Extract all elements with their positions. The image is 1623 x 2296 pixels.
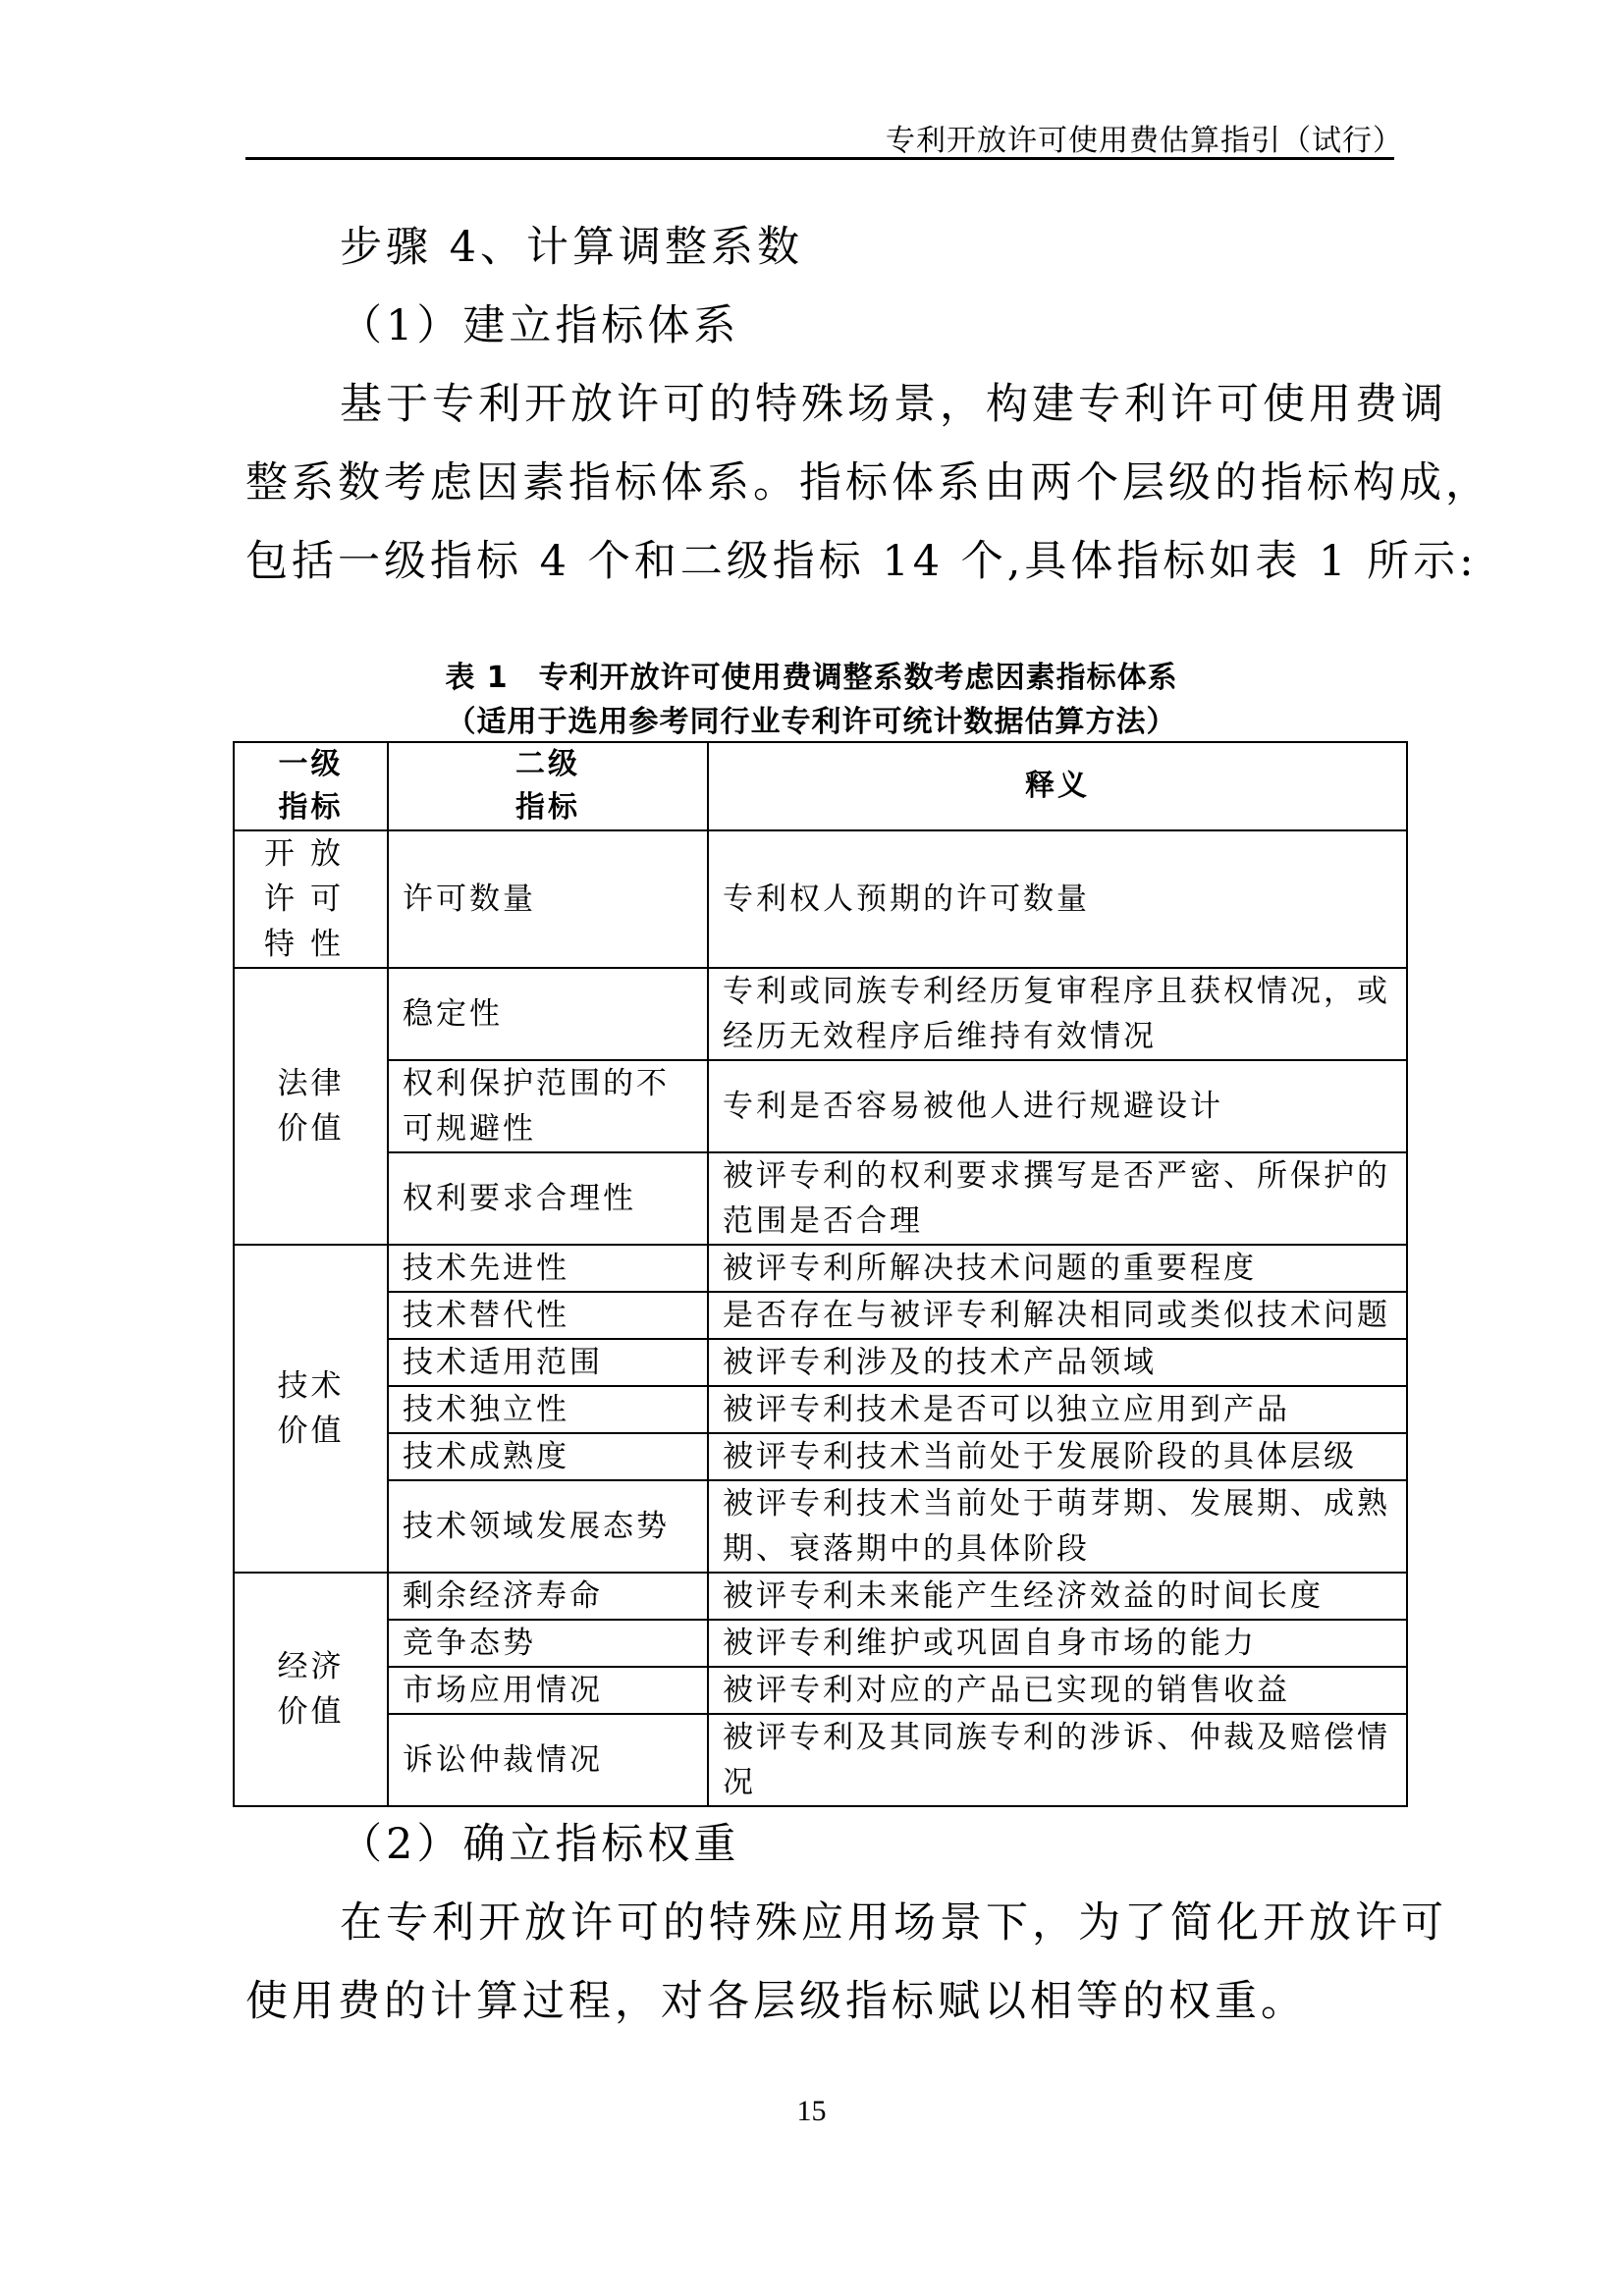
meaning-cell: 被评专利技术是否可以独立应用到产品 xyxy=(708,1386,1407,1433)
meaning-cell: 被评专利技术当前处于发展阶段的具体层级 xyxy=(708,1433,1407,1480)
table-row xyxy=(234,1480,1407,1573)
level2-cell: 权利要求合理性 xyxy=(388,1152,708,1245)
page-number: 15 xyxy=(796,2095,827,2127)
table-row xyxy=(234,968,1407,1060)
para1-line-3: 包括一级指标 4 个和二级指标 14 个,具体指标如表 1 所示: xyxy=(245,537,1478,586)
sub1-heading: （1）建立指标体系 xyxy=(340,301,740,350)
level2-cell: 权利保护范围的不可规避性 xyxy=(388,1060,708,1152)
table-row xyxy=(234,1714,1407,1806)
indicator-table xyxy=(233,741,1408,1807)
table-row xyxy=(234,830,1407,968)
level2-cell: 技术适用范围 xyxy=(388,1339,708,1386)
level2-cell: 技术先进性 xyxy=(388,1245,708,1292)
table-row xyxy=(234,1433,1407,1480)
table-row xyxy=(234,1620,1407,1667)
header-divider xyxy=(245,157,1394,160)
running-header: 专利开放许可使用费估算指引（试行） xyxy=(886,124,1403,158)
meaning-cell: 被评专利维护或巩固自身市场的能力 xyxy=(708,1620,1407,1667)
level1-cell: 开放许可特性 xyxy=(234,830,388,968)
meaning-cell: 被评专利所解决技术问题的重要程度 xyxy=(708,1245,1407,1292)
step4-heading: 步骤 4、计算调整系数 xyxy=(340,223,804,272)
meaning-cell: 被评专利未来能产生经济效益的时间长度 xyxy=(708,1573,1407,1620)
level2-cell: 稳定性 xyxy=(388,968,708,1060)
level1-cell: 法律价值 xyxy=(234,968,388,1245)
level2-cell: 竞争态势 xyxy=(388,1620,708,1667)
header-level1: 一级 指标 xyxy=(234,742,388,830)
level2-cell: 技术替代性 xyxy=(388,1292,708,1339)
table-row xyxy=(234,1386,1407,1433)
table-subcaption: （适用于选用参考同行业专利许可统计数据估算方法） xyxy=(446,705,1177,739)
level2-cell: 技术领域发展态势 xyxy=(388,1480,708,1573)
header-level2: 二级 指标 xyxy=(388,742,708,830)
table-row xyxy=(234,1060,1407,1152)
level2-cell: 许可数量 xyxy=(388,830,708,968)
meaning-cell: 被评专利及其同族专利的涉诉、仲裁及赔偿情况 xyxy=(708,1714,1407,1806)
meaning-cell: 专利是否容易被他人进行规避设计 xyxy=(708,1060,1407,1152)
para1-line-1: 基于专利开放许可的特殊场景，构建专利许可使用费调 xyxy=(340,380,1447,429)
level1-cell: 经济价值 xyxy=(234,1573,388,1806)
meaning-cell: 被评专利对应的产品已实现的销售收益 xyxy=(708,1667,1407,1714)
table-row xyxy=(234,1573,1407,1620)
meaning-cell: 是否存在与被评专利解决相同或类似技术问题 xyxy=(708,1292,1407,1339)
sub2-heading: （2）确立指标权重 xyxy=(340,1820,740,1869)
level2-cell: 技术独立性 xyxy=(388,1386,708,1433)
table-row xyxy=(234,1245,1407,1292)
level2-cell: 诉讼仲裁情况 xyxy=(388,1714,708,1806)
level1-cell: 技术价值 xyxy=(234,1245,388,1573)
level2-cell: 市场应用情况 xyxy=(388,1667,708,1714)
level2-cell: 技术成熟度 xyxy=(388,1433,708,1480)
table-row xyxy=(234,1152,1407,1245)
meaning-cell: 被评专利的权利要求撰写是否严密、所保护的范围是否合理 xyxy=(708,1152,1407,1245)
para2-line-1: 在专利开放许可的特殊应用场景下，为了简化开放许可 xyxy=(340,1898,1447,1948)
meaning-cell: 被评专利技术当前处于萌芽期、发展期、成熟期、衰落期中的具体阶段 xyxy=(708,1480,1407,1573)
table-row xyxy=(234,1667,1407,1714)
meaning-cell: 专利或同族专利经历复审程序且获权情况，或经历无效程序后维持有效情况 xyxy=(708,968,1407,1060)
table-row xyxy=(234,1292,1407,1339)
para1-line-2: 整系数考虑因素指标体系。指标体系由两个层级的指标构成， xyxy=(245,458,1491,507)
meaning-cell: 专利权人预期的许可数量 xyxy=(708,830,1407,968)
table-caption: 表 1 专利开放许可使用费调整系数考虑因素指标体系 xyxy=(445,661,1178,695)
para2-line-2: 使用费的计算过程，对各层级指标赋以相等的权重。 xyxy=(245,1977,1307,2026)
meaning-cell: 被评专利涉及的技术产品领域 xyxy=(708,1339,1407,1386)
level2-cell: 剩余经济寿命 xyxy=(388,1573,708,1620)
header-meaning: 释义 xyxy=(708,742,1407,830)
table-header-row xyxy=(234,742,1407,830)
table-row xyxy=(234,1339,1407,1386)
